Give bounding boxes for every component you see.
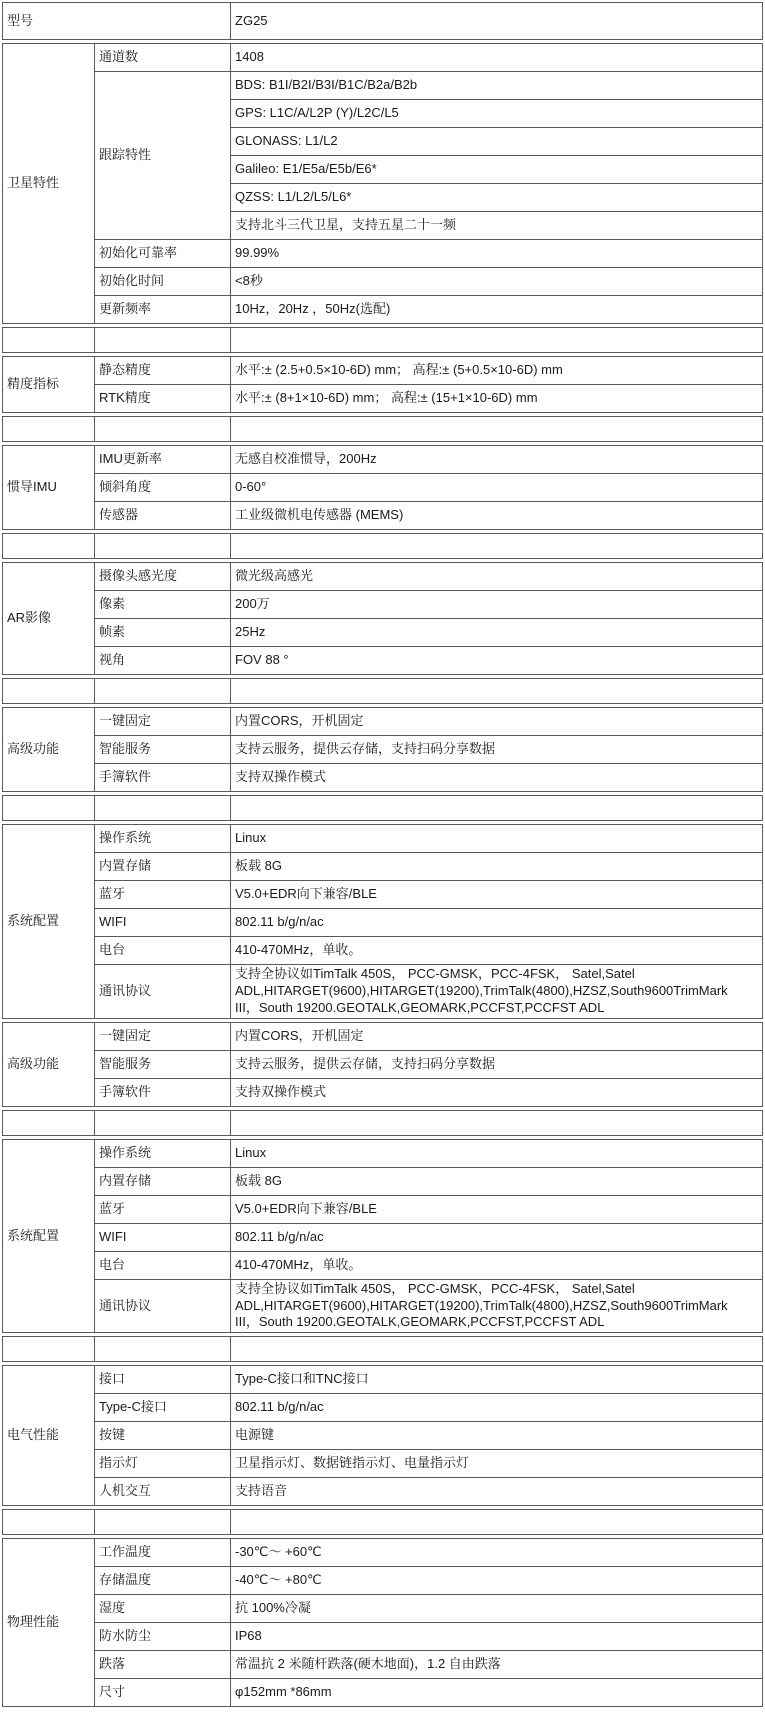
spacer-row [3,679,763,704]
spec-row [3,268,763,296]
model-row [3,3,763,40]
spacer-cell [3,1110,95,1135]
spec-value-cell: IP68 [231,1623,763,1651]
spec-value-cell: 工业级微机电传感器 (MEMS) [231,502,763,530]
spec-label-cell: 通道数 [95,44,231,72]
spacer-cell [3,534,95,559]
spec-value-cell: 电源键 [231,1422,763,1450]
spec-row [3,1251,763,1279]
spacer-row [3,796,763,821]
spacer-cell [3,796,95,821]
spec-label-cell: 内置存储 [95,853,231,881]
spec-value-cell: Type-C接口和TNC接口 [231,1366,763,1394]
spec-row [3,44,763,72]
spacer-cell [231,679,763,704]
spec-value-cell: 抗 100%冷凝 [231,1595,763,1623]
spec-value-cell: 支持全协议如TimTalk 450S， PCC-GMSK，PCC-4FSK， Satel,Satel ADL,HITARGET(9600),HITARGET(19200),TrimTalk(4800),HZSZ,South9600TrimMark III，South 19200.GEOTALK,GEOMARK,PCCFST,PCCFST ADL [231,965,763,1019]
model-value-cell: ZG25 [231,3,763,40]
spacer-cell [231,1510,763,1535]
spec-label-cell: 智能服务 [95,1050,231,1078]
spec-value-cell: 410-470MHz，单收。 [231,1251,763,1279]
spec-label-cell: 电台 [95,937,231,965]
spec-label-cell: 通讯协议 [95,965,231,1019]
spec-label-cell: 通讯协议 [95,1279,231,1333]
spec-value-cell: 99.99% [231,240,763,268]
spec-value-cell: Linux [231,1139,763,1167]
spec-value-cell: QZSS: L1/L2/L5/L6* [231,184,763,212]
spacer-cell [231,796,763,821]
spec-row [3,1050,763,1078]
spec-row [3,1078,763,1106]
spec-value-cell: 200万 [231,591,763,619]
table-inertial-imu [2,445,763,530]
spacer-cell [95,796,231,821]
table-physical-performance [2,1538,763,1707]
spec-label-cell: 操作系统 [95,1139,231,1167]
spec-value-cell: 802.11 b/g/n/ac [231,1394,763,1422]
spec-label-cell: 蓝牙 [95,881,231,909]
spec-row [3,591,763,619]
spacer-cell [95,1510,231,1535]
spec-label-cell: IMU更新率 [95,446,231,474]
spec-value-cell: 802.11 b/g/n/ac [231,1223,763,1251]
spec-label-cell: 指示灯 [95,1450,231,1478]
spec-label-cell: 摄像头感光度 [95,563,231,591]
spec-value-cell: 802.11 b/g/n/ac [231,909,763,937]
spacer-cell [3,417,95,442]
spec-row [3,1651,763,1679]
spec-row [3,965,763,1019]
spec-row [3,240,763,268]
section-title-cell: AR影像 [3,563,95,675]
spec-label-cell: 防水防尘 [95,1623,231,1651]
spec-value-cell: 支持双操作模式 [231,1078,763,1106]
section-title-cell: 电气性能 [3,1366,95,1506]
table-advanced-functions-1 [2,707,763,792]
spec-label-cell: 内置存储 [95,1167,231,1195]
spacer-cell [95,679,231,704]
spacer-cell [3,328,95,353]
spec-row [3,1567,763,1595]
section-title-cell: 高级功能 [3,1022,95,1106]
spacer-row [3,1110,763,1135]
spec-value-cell: V5.0+EDR向下兼容/BLE [231,1195,763,1223]
spec-row [3,563,763,591]
spacer-table [2,1110,763,1136]
spec-value-cell: 板载 8G [231,1167,763,1195]
spec-row [3,1022,763,1050]
spacer-table [2,678,763,704]
spec-row [3,1539,763,1567]
spacer-table [2,416,763,442]
spacer-cell [3,1337,95,1362]
spec-row [3,1279,763,1333]
spec-row [3,1139,763,1167]
spec-label-cell: 存储温度 [95,1567,231,1595]
spec-label-cell: 智能服务 [95,736,231,764]
section-title-cell: 卫星特性 [3,44,95,324]
section-title-cell: 惯导IMU [3,446,95,530]
spec-row [3,708,763,736]
spec-value-cell: 无感自校准惯导，200Hz [231,446,763,474]
spec-row [3,647,763,675]
spec-label-cell: 像素 [95,591,231,619]
table-advanced-functions-2 [2,1022,763,1107]
spec-label-cell: 电台 [95,1251,231,1279]
spec-value-cell: Galileo: E1/E5a/E5b/E6* [231,156,763,184]
spec-value-cell: 支持云服务，提供云存储，支持扫码分享数据 [231,1050,763,1078]
spacer-cell [231,1110,763,1135]
spec-value-cell: 1408 [231,44,763,72]
spec-row [3,1394,763,1422]
spec-label-cell: 跌落 [95,1651,231,1679]
spec-label-cell: 手簿软件 [95,764,231,792]
table-satellite-features [2,43,763,324]
spacer-row [3,417,763,442]
spacer-cell [95,1110,231,1135]
spec-row [3,1366,763,1394]
model-label-cell: 型号 [3,3,231,40]
spec-row [3,619,763,647]
spec-label-cell: 操作系统 [95,825,231,853]
spec-label-cell: 一键固定 [95,1022,231,1050]
spec-label-cell: 人机交互 [95,1478,231,1506]
spec-label-cell: 按键 [95,1422,231,1450]
section-title-cell: 精度指标 [3,357,95,413]
spacer-cell [95,417,231,442]
spec-value-cell: V5.0+EDR向下兼容/BLE [231,881,763,909]
spec-label-cell: 初始化时间 [95,268,231,296]
spacer-row [3,1510,763,1535]
table-electrical-performance [2,1365,763,1506]
spec-value-cell: 10Hz，20Hz ，50Hz(选配) [231,296,763,324]
spec-label-cell: 工作温度 [95,1539,231,1567]
spec-label-cell: 跟踪特性 [95,72,231,240]
spacer-table [2,1336,763,1362]
spec-label-cell: 传感器 [95,502,231,530]
spec-value-cell: BDS: B1I/B2I/B3I/B1C/B2a/B2b [231,72,763,100]
spec-value-cell: 水平:± (2.5+0.5×10-6D) mm； 高程:± (5+0.5×10-6D) mm [231,357,763,385]
spec-label-cell: 尺寸 [95,1679,231,1707]
spacer-cell [3,679,95,704]
table-system-config-1 [2,824,763,1019]
spec-value-cell: 卫星指示灯、数据链指示灯、电量指示灯 [231,1450,763,1478]
spec-label-cell: WIFI [95,1223,231,1251]
spec-row [3,385,763,413]
spec-row [3,1679,763,1707]
spec-row [3,1223,763,1251]
section-title-cell: 系统配置 [3,1139,95,1333]
spec-row [3,736,763,764]
spec-label-cell: 更新频率 [95,296,231,324]
spec-label-cell: 初始化可靠率 [95,240,231,268]
spacer-cell [95,534,231,559]
spec-value-cell: 25Hz [231,619,763,647]
spec-label-cell: 蓝牙 [95,1195,231,1223]
spec-value-cell: 支持双操作模式 [231,764,763,792]
spec-value-cell: 常温抗 2 米随杆跌落(硬木地面)，1.2 自由跌落 [231,1651,763,1679]
spacer-cell [95,328,231,353]
spacer-cell [231,534,763,559]
spec-value-cell: 410-470MHz，单收。 [231,937,763,965]
spec-value-cell: 支持北斗三代卫星，支持五星二十一频 [231,212,763,240]
spec-row [3,853,763,881]
spec-label-cell: WIFI [95,909,231,937]
spec-value-cell: 支持云服务，提供云存储，支持扫码分享数据 [231,736,763,764]
spacer-table [2,1509,763,1535]
spec-row [3,881,763,909]
spec-row [3,357,763,385]
spec-value-cell: -40℃～ +80℃ [231,1567,763,1595]
section-title-cell: 系统配置 [3,825,95,1019]
spacer-row [3,534,763,559]
spec-label-cell: 视角 [95,647,231,675]
spec-value-cell: 微光级高感光 [231,563,763,591]
spec-value-cell: 0-60° [231,474,763,502]
spec-value-cell: GLONASS: L1/L2 [231,128,763,156]
spacer-cell [95,1337,231,1362]
spec-label-cell: 帧素 [95,619,231,647]
spec-row [3,296,763,324]
spec-value-cell: 板载 8G [231,853,763,881]
spec-value-cell: φ152mm *86mm [231,1679,763,1707]
spec-value-cell: Linux [231,825,763,853]
spec-row [3,937,763,965]
spec-row [3,1595,763,1623]
spec-row [3,1623,763,1651]
spec-row [3,764,763,792]
spec-row [3,446,763,474]
table-ar-imaging [2,562,763,675]
spec-label-cell: 湿度 [95,1595,231,1623]
table-model [2,2,763,40]
spacer-cell [231,328,763,353]
spec-value-cell: <8秒 [231,268,763,296]
spec-table-container [2,2,763,1707]
spec-row [3,1422,763,1450]
spec-row [3,825,763,853]
spec-label-cell: 一键固定 [95,708,231,736]
spec-label-cell: 倾斜角度 [95,474,231,502]
table-accuracy-specs [2,356,763,413]
spec-row [3,1478,763,1506]
spec-row [3,909,763,937]
spacer-row [3,328,763,353]
section-title-cell: 物理性能 [3,1539,95,1707]
spec-value-cell: GPS: L1C/A/L2P (Y)/L2C/L5 [231,100,763,128]
spec-row [3,72,763,100]
spec-row [3,474,763,502]
spec-label-cell: Type-C接口 [95,1394,231,1422]
spacer-table [2,327,763,353]
spec-row [3,1450,763,1478]
table-system-config-2 [2,1139,763,1334]
spec-value-cell: 支持语音 [231,1478,763,1506]
spacer-table [2,795,763,821]
spacer-row [3,1337,763,1362]
spacer-cell [231,1337,763,1362]
spec-value-cell: 水平:± (8+1×10-6D) mm； 高程:± (15+1×10-6D) mm [231,385,763,413]
spec-row [3,1167,763,1195]
spec-label-cell: 手簿软件 [95,1078,231,1106]
spec-value-cell: 内置CORS，开机固定 [231,1022,763,1050]
spacer-cell [231,417,763,442]
spec-value-cell: 支持全协议如TimTalk 450S， PCC-GMSK，PCC-4FSK， Satel,Satel ADL,HITARGET(9600),HITARGET(19200),TrimTalk(4800),HZSZ,South9600TrimMark III，South 19200.GEOTALK,GEOMARK,PCCFST,PCCFST ADL [231,1279,763,1333]
spec-row [3,1195,763,1223]
spacer-cell [3,1510,95,1535]
spacer-table [2,533,763,559]
spec-row [3,502,763,530]
spec-label-cell: 接口 [95,1366,231,1394]
spec-value-cell: -30℃～ +60℃ [231,1539,763,1567]
spec-label-cell: 静态精度 [95,357,231,385]
section-title-cell: 高级功能 [3,708,95,792]
spec-label-cell: RTK精度 [95,385,231,413]
spec-value-cell: FOV 88 ° [231,647,763,675]
spec-value-cell: 内置CORS，开机固定 [231,708,763,736]
